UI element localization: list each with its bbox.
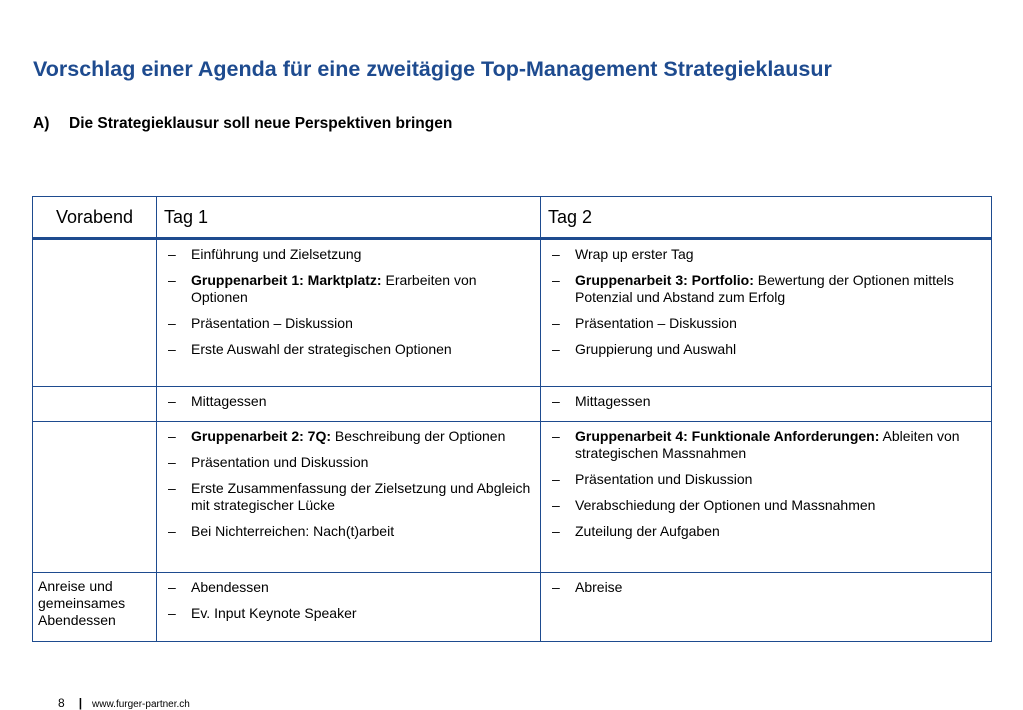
footer-separator: | — [78, 696, 83, 710]
dash-bullet: – — [552, 579, 560, 595]
dash-bullet: – — [168, 605, 176, 621]
agenda-item — [164, 480, 531, 514]
agenda-item — [548, 341, 982, 358]
agenda-item-bold: Gruppenarbeit 2: 7Q: — [191, 428, 332, 444]
agenda-item-text: Einführung und Zielsetzung — [191, 246, 362, 262]
agenda-item-text: Wrap up erster Tag — [575, 246, 694, 262]
agenda-item-text: Mittagessen — [191, 393, 267, 409]
agenda-item-text: Ableiten von strategischen Massnahmen — [575, 428, 960, 461]
dash-bullet: – — [168, 272, 176, 288]
dash-bullet: – — [168, 393, 176, 409]
agenda-row — [33, 387, 992, 422]
dash-bullet: – — [552, 315, 560, 331]
agenda-item — [164, 454, 531, 471]
dash-bullet: – — [552, 497, 560, 513]
dash-bullet: – — [552, 523, 560, 539]
dash-bullet: – — [168, 454, 176, 470]
page-title: Vorschlag einer Agenda für eine zweitägige Top-Management Strategieklausur — [33, 57, 832, 81]
agenda-item-text: Zuteilung der Aufgaben — [575, 523, 720, 539]
agenda-row — [33, 239, 992, 387]
agenda-item-text: Verabschiedung der Optionen und Massnahmen — [575, 497, 876, 513]
agenda-row — [33, 573, 992, 642]
tag2-cell — [541, 387, 992, 422]
agenda-item-bold: Gruppenarbeit 3: Portfolio: — [575, 272, 754, 288]
agenda-item — [164, 523, 531, 540]
tag1-cell — [157, 239, 541, 387]
agenda-item-text: Präsentation – Diskussion — [191, 315, 353, 331]
agenda-item — [548, 428, 982, 462]
agenda-item-bold: Gruppenarbeit 4: Funktionale Anforderungen: — [575, 428, 880, 444]
agenda-item-text: Erste Auswahl der strategischen Optionen — [191, 341, 452, 357]
dash-bullet: – — [168, 579, 176, 595]
agenda-item — [548, 272, 982, 306]
tag1-cell — [157, 573, 541, 642]
header-tag2: Tag 2 — [541, 197, 992, 239]
section-heading — [33, 115, 452, 133]
agenda-item — [164, 428, 531, 445]
footer-url: www.furger-partner.ch — [92, 699, 190, 710]
agenda-item — [164, 315, 531, 332]
agenda-item — [548, 523, 982, 540]
dash-bullet: – — [552, 272, 560, 288]
agenda-item — [548, 471, 982, 488]
dash-bullet: – — [552, 428, 560, 444]
agenda-item-text: Gruppierung und Auswahl — [575, 341, 737, 357]
agenda-item — [164, 579, 531, 596]
agenda-item-text: Erarbeiten von Optionen — [191, 272, 477, 305]
agenda-item — [164, 246, 531, 263]
agenda-table — [32, 196, 992, 642]
vorabend-cell — [33, 387, 157, 422]
agenda-item — [164, 272, 531, 306]
vorabend-cell — [33, 422, 157, 573]
dash-bullet: – — [168, 246, 176, 262]
tag1-cell — [157, 387, 541, 422]
agenda-item-text: Abreise — [575, 579, 623, 595]
vorabend-cell — [33, 239, 157, 387]
agenda-item-text: Mittagessen — [575, 393, 651, 409]
agenda-item — [164, 341, 531, 358]
agenda-item-text: Beschreibung der Optionen — [331, 428, 506, 444]
agenda-item-text: Abendessen — [191, 579, 269, 595]
dash-bullet: – — [552, 471, 560, 487]
dash-bullet: – — [168, 315, 176, 331]
agenda-item — [548, 497, 982, 514]
agenda-item — [548, 246, 982, 263]
agenda-item — [164, 393, 531, 410]
agenda-item-text: Präsentation – Diskussion — [575, 315, 737, 331]
agenda-item-text: Bei Nichterreichen: Nach(t)arbeit — [191, 523, 395, 539]
page-number: 8 — [58, 696, 65, 710]
dash-bullet: – — [168, 341, 176, 357]
agenda-item — [164, 605, 531, 622]
dash-bullet: – — [168, 523, 176, 539]
header-tag1: Tag 1 — [157, 197, 541, 239]
tag1-cell — [157, 422, 541, 573]
agenda-item — [548, 579, 982, 596]
tag2-cell — [541, 422, 992, 573]
header-vorabend: Vorabend — [33, 197, 157, 239]
agenda-item-text: Erste Zusammenfassung der Zielsetzung und Abgleich mit strategischer Lücke — [191, 480, 531, 513]
agenda-item-bold: Gruppenarbeit 1: Marktplatz: — [191, 272, 382, 288]
section-letter: A) — [33, 115, 50, 132]
dash-bullet: – — [552, 393, 560, 409]
dash-bullet: – — [168, 480, 176, 496]
agenda-item-text: Präsentation und Diskussion — [575, 471, 753, 487]
agenda-row — [33, 422, 992, 573]
agenda-item-text: Bewertung der Optionen mittels Potenzial und Abstand zum Erfolg — [575, 272, 954, 305]
tag2-cell — [541, 239, 992, 387]
tag2-cell — [541, 573, 992, 642]
agenda-item-text: Präsentation und Diskussion — [191, 454, 369, 470]
agenda-item — [548, 315, 982, 332]
dash-bullet: – — [168, 428, 176, 444]
dash-bullet: – — [552, 246, 560, 262]
agenda-item-text: Ev. Input Keynote Speaker — [191, 605, 357, 621]
agenda-item — [548, 393, 982, 410]
vorabend-cell: Anreise und gemeinsames Abendessen — [33, 573, 157, 642]
dash-bullet: – — [552, 341, 560, 357]
section-heading-text: Die Strategieklausur soll neue Perspektiven bringen — [69, 115, 453, 132]
